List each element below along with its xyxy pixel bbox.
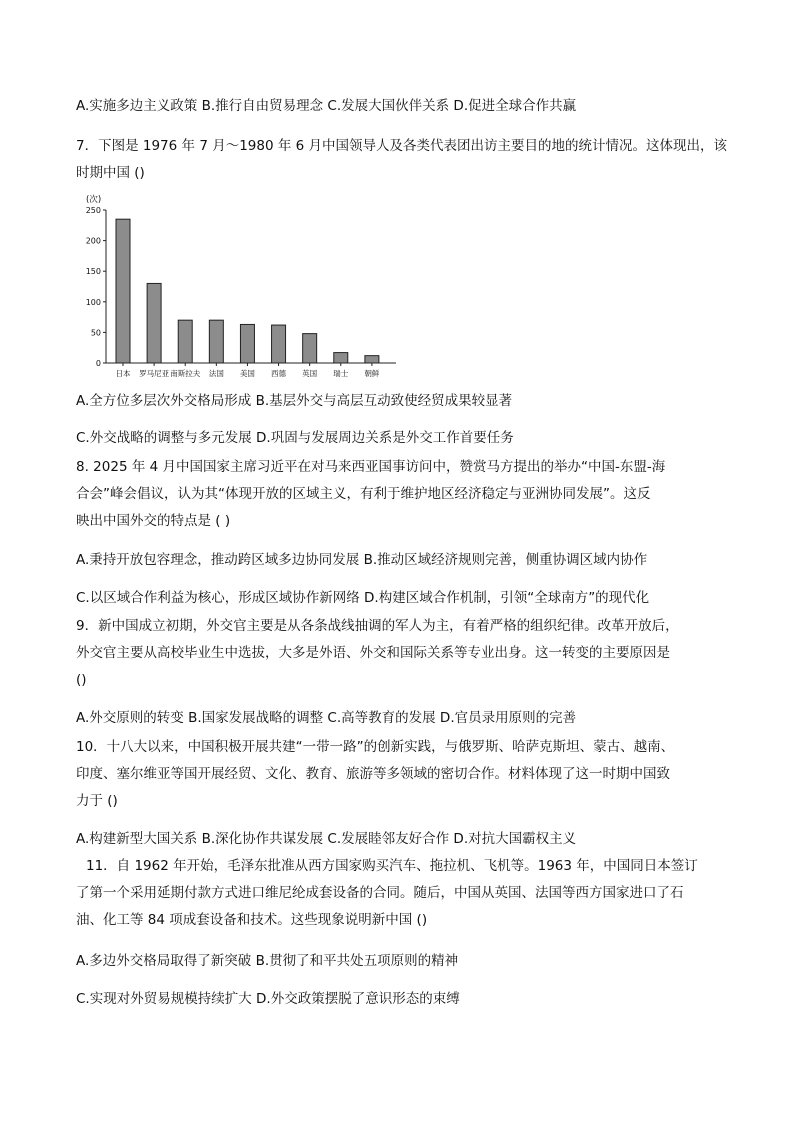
x-tick-label: 瑞士: [333, 369, 349, 378]
q7-options-cd: C.外交战略的调整与多元发展 D.巩固与发展周边关系是外交工作首要任务: [76, 430, 514, 446]
y-tick-label: 50: [90, 328, 101, 338]
y-tick-label: 200: [85, 236, 101, 246]
q11-options-cd: C.实现对外贸易规模持续扩大 D.外交政策摆脱了意识形态的束缚: [76, 991, 460, 1007]
q8-stem-line1: 8. 2025 年 4 月中国国家主席习近平在对马来西亚国事访问中，赞赏马方提出的举办“中国-东盟-海: [76, 459, 666, 475]
q7-options-ab: A.全方位多层次外交格局形成 B.基层外交与高层互动致使经贸成果较显著: [76, 393, 513, 409]
x-tick-label: 罗马尼亚: [139, 369, 170, 378]
q9-stem-line3: (): [76, 672, 87, 688]
bar: [334, 353, 348, 363]
x-tick-label: 英国: [302, 369, 318, 378]
y-tick-label: 100: [85, 297, 101, 307]
x-tick-label: 西德: [271, 369, 287, 378]
q10-options: A.构建新型大国关系 B.深化协作共谋发展 C.发展睦邻友好合作 D.对抗大国霸权主义: [76, 831, 577, 847]
y-tick-label: 0: [95, 359, 101, 368]
q8-stem-line3: 映出中国外交的特点是 ( ): [76, 513, 231, 529]
q11-stem-line2: 了第一个采用延期付款方式进口维尼纶成套设备的合同。随后，中国从英国、法国等西方国家进口了石: [76, 885, 684, 901]
bar: [365, 356, 379, 363]
x-tick-label: 美国: [239, 369, 255, 378]
bar: [116, 219, 130, 363]
q9-options: A.外交原则的转变 B.国家发展战略的调整 C.高等教育的发展 D.官员录用原则的完善: [76, 710, 577, 726]
q10-stem-line1: 10．十八大以来，中国积极开展共建“一带一路”的创新实践，与俄罗斯、哈萨克斯坦、蒙古、越南、: [76, 739, 675, 755]
q9-stem-line2: 外交官主要从高校毕业生中选拔，大多是外语、外交和国际关系等专业出身。这一转变的主要原因是: [76, 645, 670, 661]
x-tick-label: 日本: [115, 369, 131, 378]
q10-stem-line2: 印度、塞尔维亚等国开展经贸、文化、教育、旅游等多领域的密切合作。材料体现了这一时期中国致: [76, 766, 670, 782]
q8-options-cd: C.以区域合作利益为核心，形成区域协作新网络 D.构建区域合作机制，引领“全球南方”的现代化: [76, 590, 650, 606]
q8-options-ab: A.秉持开放包容理念，推动跨区域多边协同发展 B.推动区域经济规则完善，侧重协调区域内协作: [76, 552, 648, 568]
q10-stem-line3: 力于 (): [76, 793, 118, 809]
bar: [303, 334, 317, 363]
q7-bar-chart: [76, 190, 406, 380]
bar: [272, 325, 286, 363]
bar: [209, 320, 223, 363]
q11-stem-line1: 11．自 1962 年开始，毛泽东批准从西方国家购买汽车、拖拉机、飞机等。1963 年，中国同日本签订: [86, 858, 698, 874]
x-tick-label: 南斯拉夫: [170, 369, 201, 378]
q11-stem-line3: 油、化工等 84 项成套设备和技术。这些现象说明新中国 (): [76, 912, 428, 928]
y-tick-label: 250: [85, 206, 101, 215]
x-tick-label: 法国: [208, 369, 224, 378]
q6-options: A.实施多边主义政策 B.推行自由贸易理念 C.发展大国伙伴关系 D.促进全球合作共赢: [76, 98, 577, 114]
x-tick-label: 朝鲜: [364, 369, 380, 378]
q7-stem-line1: 7．下图是 1976 年 7 月～1980 年 6 月中国领导人及各类代表团出访主要目的地的统计情况。这体现出，该: [76, 138, 728, 154]
q8-stem-line2: 合会”峰会倡议，认为其“体现开放的区域主义，有利于维护地区经济稳定与亚洲协同发展”。这反: [76, 486, 651, 502]
q9-stem-line1: 9．新中国成立初期，外交官主要是从各条战线抽调的军人为主，有着严格的组织纪律。改革开放后，: [76, 618, 679, 634]
y-tick-label: 150: [85, 267, 101, 277]
bar: [240, 324, 254, 363]
q7-stem-line2: 时期中国 (): [76, 165, 145, 181]
q11-options-ab: A.多边外交格局取得了新突破 B.贯彻了和平共处五项原则的精神: [76, 953, 459, 969]
bar: [178, 320, 192, 363]
bar: [147, 283, 161, 363]
y-axis-unit-label: (次): [86, 195, 102, 205]
